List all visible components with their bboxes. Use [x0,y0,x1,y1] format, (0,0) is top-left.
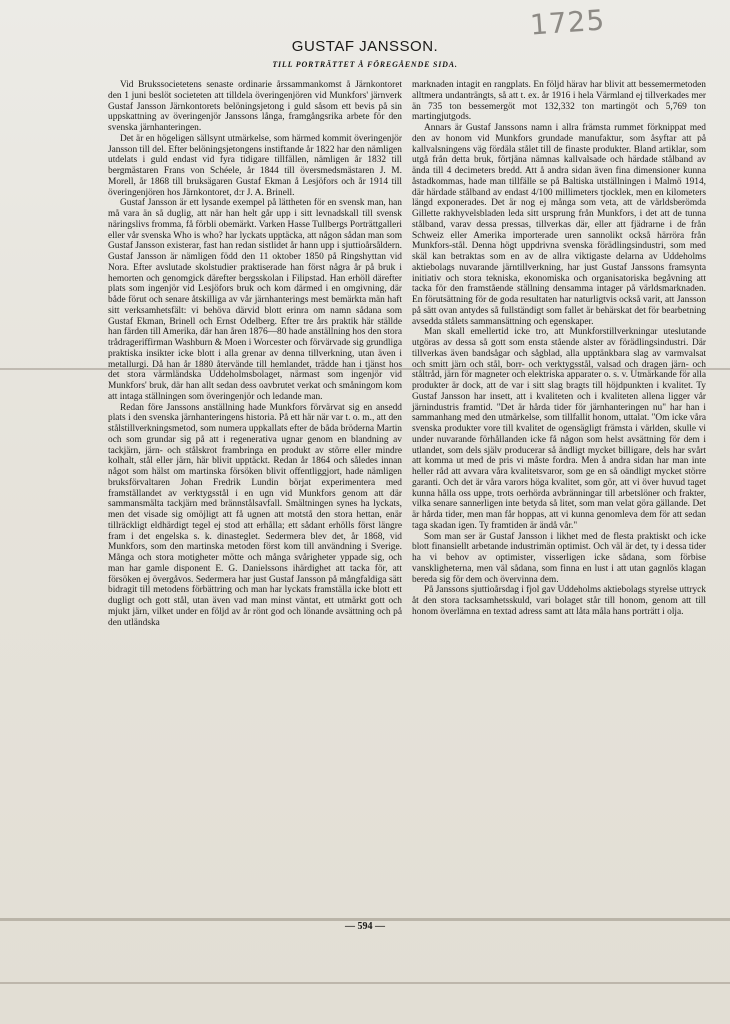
paragraph: Som man ser är Gustaf Jansson i likhet med de flesta praktiskt och icke blott finansiellt arbetande industrimän optimist. Och väl är det, ty i dessa tider ha vi behov av optimister, visserligen icke sådana, som förbise vanskligheterna, men väl sådana, som finna en lust i att utan gagnlös klagan bereda sig för dem och övervinna dem. [412,531,706,585]
paragraph: Det är en högeligen sällsynt utmärkelse, som härmed kommit överingenjör Jansson till del. Efter belöningsjetongens instiftande år 1822 har den nämligen utdelats i guld endast vid fyra tidigare tillfällen, nämligen år 1832 till bergmästaren Frans von Schéele, år 1844 till översmedsmästaren J. M. Morell, år 1868 till bruksägaren Gustaf Ekman å Lesjöfors och år 1914 till överingenjören hos Järnkontoret, d:r J. A. Brinell. [108,133,402,198]
paragraph: Vid Brukssocietetens senaste ordinarie årssammankomst å Järnkontoret den 1 juni beslöt societeten att tilldela överingenjören vid Munkfors' järnverk Gustaf Jansson Järnkontorets belöningsjetong i guld såsom ett bevis på sin uppskattning av överingenjör Janssons långa, framgångsrika arbete för den svenska järnhanteringen. [108,80,402,133]
article-subtitle: TILL PORTRÄTTET Å FÖREGÅENDE SIDA. [272,60,458,69]
paragraph: Man skall emellertid icke tro, att Munkforstillverkningar uteslutande utgöras av dessa så gott som ensta stående alster av förädlingsindustri. Där tillverkas även bandsågar och sågblad, alla upptänkbara slag av varmvalsat och smitt järn och stål, borr- och verktygsstål, valsad och dragen järn- och ståltråd, järn för magneter och elektriska apparater o. s. v. Utmärkande för alla produkter är dock, att de var i sitt slag bragts till höjdpunkten i kvalitet. Ty Gustaf Jansson har insett, att i kvaliteten och i kvaliteten allena ligger vår järnindustris framtid. "Det är hårda tider för järnhanteringen nu" har han i sammanhang med den utmärkelse, som tillfallit honom, uttalat. "Om icke våra svenska produkter vore till kvalitet de ogensägligt främsta i världen, skulle vi under nuvarande förhållanden icke få någon som helst avsättning för dem i utlandet, som dels själv producerar så ändligt mycket billigare, dels har svårt att komma ut med de pris vi måste fordra. Men å andra sidan har man inte heller råd att avvara våra kvalitetsvaror, som ge en så oändligt mycket större garanti. Och det är våra varors höga kvalitet, som gör, att vi över huvud taget kunna hålla oss uppe, trots oerhörda avbränningar till arbetslöner och frakter, vilka senare sannerligen inte betyda så litet, som man velat göra gällande. Det är hårda tider, men man får hoppas, att vi kunna genomleva dem för att sedan taga skadan igen. Ty framtiden är ändå vår." [412,327,706,531]
page-number: — 594 — [345,921,385,932]
paper-fold-line [0,982,730,984]
article-title: GUSTAF JANSSON. [291,38,439,55]
right-column [412,80,706,618]
paragraph: Redan före Janssons anställning hade Munkfors förvärvat sig en ansedd plats i den svenska järnhanteringens historia. På ett här när var t. o. m., att den stålstillverkningsmetod, som numera uppkallats efter de båda bröderna Martin och som grundar sig på att i regenerativa ugnar genom en blandning av tackjärn, järn- och stålskrot frambringa en produkt av större eller mindre kolhalt, stål eller järn, här blivit upptäckt. Redan år 1864 och således innan något som hälst om martinska försöken blivit offentliggjort, hade nämligen bruksförvaltaren Johan Fredrik Lundin börjat experimentera med framställandet av verktygsstål i en ugn vid Munkfors genom att där sammansmälta tackjärn med brännstålsavfall. Smältningen synes ha lyckats, men det visade sig omöjligt att få ugnen att motstå den stora hettan, enär tillräckligt eldhärdigt tegel ej stod att erhålla; ett sådant erhölls först längre fram i det engelska s. k. dinasteglet. Sedermera blev det, år 1868, vid Munkfors, som den martinska metoden först kom till användning i Sverige. Många och stora motigheter mötte och många svårigheter yppade sig, och man har gamle disponent E. G. Danielssons ihärdighet att tacka för, att försöken ej övergåvos. Sedermera har just Gustaf Jansson på mångfaldiga sätt bidragit till metodens förbättring och man har lyckats framställa icke blott ett dugligt och gott stål, utan även vad man minst väntat, ett utmärkt gott och mjukt järn, vilket under en följd av år rönt god och lönande avsättning och på den utländska [108,402,402,628]
paragraph: På Janssons sjuttioårsdag i fjol gav Uddeholms aktiebolags styrelse uttryck åt den stora tacksamhetsskuld, vari bolaget står till honom, genom att till honom överlämna en textad adress samt att låta måla hans porträtt i olja. [412,585,706,617]
paragraph: Annars är Gustaf Janssons namn i allra främsta rummet förknippat med den av honom vid Munkfors grundade manufaktur, som åsyftar att på kallvalsningens väg fördäla stålet till de finaste produkter. Bland artiklar, som utgå från detta bruk, förtjäna nämnas kallvalsade och härdade stålband av ända till 4 decimeters bredd. Att å andra sidan även fina dimensioner kunna åstadkommas, hade man tillfälle se på Baltiska utställningen i Malmö 1914, där härdade stålband av endast 4/100 millimeters tjocklek, men en kilometers längd exponerades. Det är nog ej många som veta, att de världsberömda Gillette rakhyvelsbladen leda sitt ursprung från Munkfors, i det att de tunna stålband, varav dessa pressas, tillverkas där, eller att fjädrarne i de från Schweiz eller Amerika importerade uren sannolikt också härröra från Munkfors-stål. Denna högt uppdrivna svenska förädlingsindustri, som med skäl kan betraktas som en av de allra viktigaste delarna av Uddeholms aktiebolags nuvarande järntillverkning, har just Gustaf Janssons framsynta initiativ och stora tekniska, ekonomiska och organisatoriska begåvning att tacka för den framstående ställning densamma intager på världsmarknaden. En förutsättning för de goda resultaten har naturligtvis också varit, att Jansson på sätt ovan antydes så fullständigt som fallet är behärskat det för bearbetning avsedda stålets sammansättning och egenskaper. [412,123,706,327]
paragraph: Gustaf Jansson är ett lysande exempel på lättheten för en svensk man, han må vara än så duglig, att när han helt går upp i sitt levnadskall till svensk näringslivs fromma, få förbli obemärkt. Varken Hasse Tullbergs Porträttgalleri eller vår svenska Who is who? har lyckats upptäcka, att någon sådan man som Gustaf Jansson existerar, fast han redan sistlidet år hann upp i sjuttioårsåldern. Gustaf Jansson är nämligen född den 11 oktober 1850 på Ringshyttan vid Nora. Efter avslutade skolstudier praktiserade han först några år på bruk i hemorten och genomgick därefter bergsskolan i Filipstad. Han erhöll därefter plats som ingenjör vid Lesjöfors bruk och kom därmed i en omgivning, där både förut och senare åtskilliga av vår järnhanterings mest bemärkta män haft sitt verksamhetsfält: vi behöva därvid blott erinra om namn sådana som Gustaf Ekman, Brinell och Ernst Odelberg. Efter tre års praktik här ställde han färden till Amerika, där han åren 1876—80 hade anställning hos den stora trådrageriffirman Washburn & Moen i Worcester och förvärvade sig grundliga praktiska insikter icke blott i alla grenar av denna tillverkning, utan även i metallurgi. Då han år 1880 återvände till hemlandet, trädde han i tjänst hos det stora värmländska Uddeholmsbolaget, närmast som ingenjör vid Munkfors' bruk, där han allt sedan dess oavbrutet verkat och småningom kom att intaga ställningen som överingenjör och ledande man. [108,198,402,402]
handwritten-annotation: 1725 [528,3,607,42]
left-column [108,80,402,628]
paragraph: marknaden intagit en rangplats. En följd härav har blivit att bessemermetoden alltmera undanträngts, så att t. ex. år 1916 i hela Värmland ej tillverkades mer än 735 ton bessemergöt mot 132,332 ton martingöt och 5,769 ton martingjutgods. [412,80,706,123]
